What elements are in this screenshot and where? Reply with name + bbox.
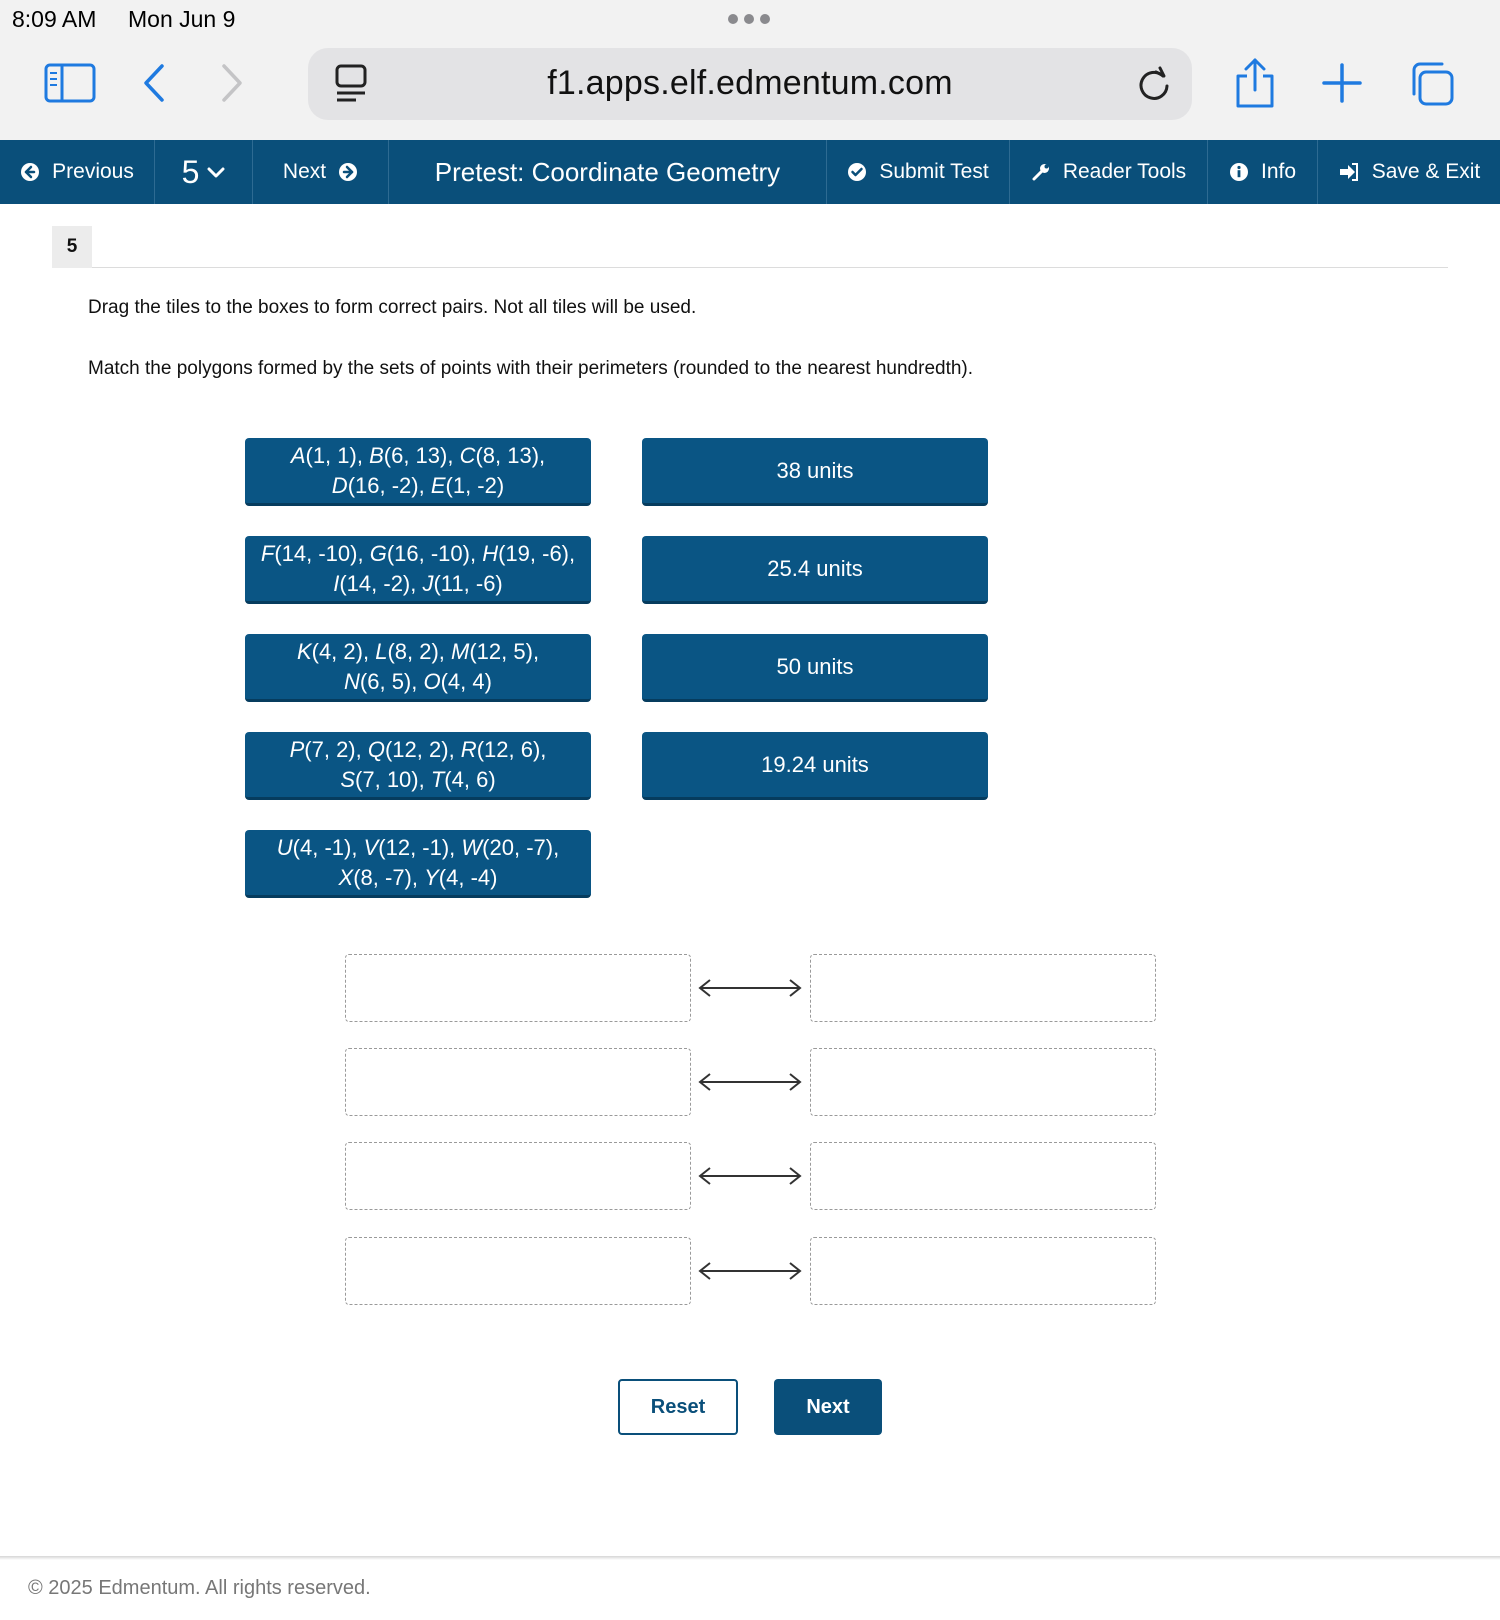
point-coordinates: (8, -7), <box>353 864 425 890</box>
save-exit-button[interactable] <box>1318 140 1500 204</box>
point-coordinates: (14, -10), <box>274 541 370 567</box>
point-name: X <box>338 864 354 890</box>
polygon-tile-line2 <box>333 569 503 598</box>
perimeter-drop-box[interactable] <box>810 1048 1156 1116</box>
polygon-tile[interactable] <box>245 634 591 702</box>
instruction-text: Drag the tiles to the boxes to form correct pairs. Not all tiles will be used. <box>88 297 697 318</box>
polygon-drop-box[interactable] <box>345 1048 691 1116</box>
perimeter-tile[interactable]: 25.4 units <box>642 536 988 604</box>
point-coordinates: (16, -2), <box>347 472 431 498</box>
status-time: 8:09 AM <box>12 6 97 32</box>
perimeter-tile[interactable]: 38 units <box>642 438 988 506</box>
point-coordinates: (1, 1), <box>305 443 370 469</box>
question-selector[interactable] <box>155 140 253 204</box>
polygon-tile-line2 <box>344 667 492 696</box>
previous-button[interactable] <box>0 140 155 204</box>
multitasking-dots-icon[interactable] <box>728 14 770 24</box>
point-coordinates: (4, -1), <box>292 835 364 861</box>
url-bar[interactable] <box>308 48 1192 120</box>
point-coordinates: (20, -7), <box>482 835 560 861</box>
double-arrow-icon <box>696 976 804 1000</box>
point-name: K <box>296 639 312 665</box>
previous-label: Previous <box>52 160 134 183</box>
polygon-tile[interactable] <box>245 830 591 898</box>
point-coordinates: (8, 2), <box>387 639 452 665</box>
point-name: H <box>482 541 499 567</box>
point-name: E <box>430 472 446 498</box>
point-coordinates: (11, -6) <box>433 570 503 596</box>
info-label: Info <box>1260 160 1297 183</box>
point-coordinates: (4, -4) <box>438 864 498 890</box>
point-coordinates: (19, -6), <box>498 541 576 567</box>
polygon-tile-line1 <box>277 833 559 862</box>
point-coordinates: (7, 2), <box>304 737 368 763</box>
perimeter-drop-box[interactable] <box>810 954 1156 1022</box>
point-coordinates: (4, 4) <box>440 668 492 694</box>
point-coordinates: (1, -2) <box>445 472 505 498</box>
test-toolbar <box>0 140 1500 204</box>
point-coordinates: (16, -10), <box>386 541 483 567</box>
footer-divider <box>0 1556 1500 1560</box>
point-coordinates: (12, 2), <box>384 737 461 763</box>
back-icon[interactable] <box>140 62 170 104</box>
double-arrow-icon <box>696 1164 804 1188</box>
point-name: O <box>423 668 441 694</box>
point-coordinates: (6, 13), <box>383 443 460 469</box>
test-title: Pretest: Coordinate Geometry <box>389 140 827 204</box>
reload-icon[interactable] <box>1136 66 1172 104</box>
footer-copyright: © 2025 Edmentum. All rights reserved. <box>28 1577 371 1599</box>
point-name: R <box>460 737 477 763</box>
perimeter-drop-box[interactable] <box>810 1237 1156 1305</box>
point-name: I <box>333 570 340 596</box>
point-name: Y <box>424 864 439 890</box>
next-label: Next <box>282 160 327 183</box>
wrench-icon <box>1031 162 1051 182</box>
point-coordinates: (6, 5), <box>359 668 424 694</box>
info-button[interactable] <box>1208 140 1318 204</box>
question-prompt: Match the polygons formed by the sets of points with their perimeters (rounded to the nearest hundredth). <box>88 358 974 379</box>
point-name: A <box>290 443 306 469</box>
polygon-tile[interactable] <box>245 536 591 604</box>
polygon-tile[interactable] <box>245 438 591 506</box>
question-divider <box>92 267 1448 268</box>
point-name: G <box>369 541 387 567</box>
reset-button[interactable]: Reset <box>618 1379 738 1435</box>
polygon-tile-line1 <box>297 637 539 666</box>
next-question-button[interactable] <box>253 140 389 204</box>
point-coordinates: (7, 10), <box>355 766 431 792</box>
sidebar-icon[interactable] <box>44 62 96 104</box>
polygon-tile-line2 <box>340 765 495 794</box>
browser-chrome <box>0 0 1500 140</box>
point-name: S <box>340 766 356 792</box>
perimeter-tile[interactable]: 19.24 units <box>642 732 988 800</box>
next-button[interactable]: Next <box>774 1379 882 1435</box>
polygon-tile-line1 <box>290 735 547 764</box>
point-name: M <box>451 639 470 665</box>
question-number-badge: 5 <box>52 226 92 268</box>
question-selector-number: 5 <box>181 153 200 190</box>
point-name: J <box>422 570 434 596</box>
submit-test-label: Submit Test <box>879 160 989 183</box>
polygon-tile[interactable] <box>245 732 591 800</box>
arrow-left-circle-icon <box>20 162 40 182</box>
point-name: U <box>276 835 293 861</box>
point-coordinates: (8, 13), <box>475 443 546 469</box>
polygon-tile-line1 <box>291 441 545 470</box>
chevron-down-icon <box>207 165 225 179</box>
point-name: B <box>369 443 384 469</box>
submit-test-button[interactable] <box>827 140 1010 204</box>
point-name: N <box>344 668 360 694</box>
polygon-tile-line2 <box>339 863 498 892</box>
point-coordinates: (14, -2), <box>339 570 423 596</box>
point-coordinates: (12, 6), <box>476 737 547 763</box>
polygon-tile-line2 <box>332 471 504 500</box>
point-name: P <box>289 737 305 763</box>
share-icon[interactable] <box>1234 56 1276 110</box>
arrow-right-circle-icon <box>338 162 358 182</box>
point-name: F <box>260 541 275 567</box>
forward-icon[interactable] <box>216 62 246 104</box>
perimeter-tile[interactable]: 50 units <box>642 634 988 702</box>
point-name: D <box>331 472 348 498</box>
point-name: W <box>461 835 483 861</box>
check-circle-icon <box>847 162 867 182</box>
point-name: Q <box>367 737 385 763</box>
polygon-tile-line1 <box>261 539 575 568</box>
point-coordinates: (4, 6) <box>444 766 496 792</box>
new-tab-icon[interactable] <box>1322 62 1362 104</box>
sign-out-icon <box>1338 162 1360 182</box>
point-coordinates: (4, 2), <box>311 639 376 665</box>
point-coordinates: (12, 5), <box>469 639 540 665</box>
polygon-drop-box[interactable] <box>345 954 691 1022</box>
polygon-drop-box[interactable] <box>345 1237 691 1305</box>
info-icon <box>1229 162 1249 182</box>
point-coordinates: (12, -1), <box>378 835 462 861</box>
double-arrow-icon <box>696 1070 804 1094</box>
point-name: T <box>430 766 445 792</box>
point-name: L <box>375 639 388 665</box>
save-exit-label: Save & Exit <box>1371 160 1481 183</box>
point-name: V <box>363 835 379 861</box>
double-arrow-icon <box>696 1259 804 1283</box>
url-text: f1.apps.elf.edmentum.com <box>547 64 953 102</box>
status-date: Mon Jun 9 <box>128 6 236 32</box>
polygon-drop-box[interactable] <box>345 1142 691 1210</box>
reader-tools-label: Reader Tools <box>1062 160 1187 183</box>
point-name: C <box>459 443 476 469</box>
tabs-overview-icon[interactable] <box>1408 60 1456 108</box>
perimeter-drop-box[interactable] <box>810 1142 1156 1210</box>
reader-tools-button[interactable] <box>1010 140 1208 204</box>
